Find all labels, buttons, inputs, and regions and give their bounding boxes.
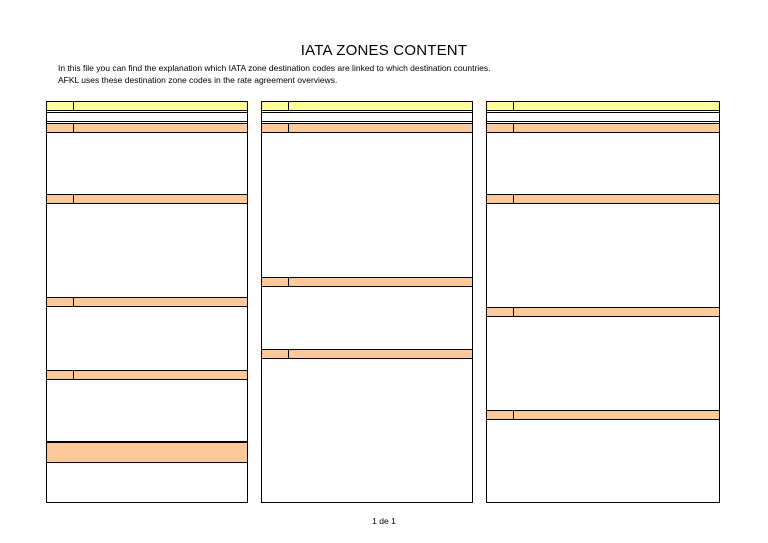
zone-header-row bbox=[261, 123, 473, 133]
zone-header-row bbox=[486, 123, 720, 133]
spacer-row bbox=[261, 112, 473, 122]
spacer-row bbox=[46, 112, 248, 122]
zone-column-3 bbox=[486, 101, 720, 503]
zone-header-row bbox=[486, 194, 720, 204]
zone-header-row bbox=[46, 194, 248, 204]
column-header-row bbox=[261, 101, 473, 111]
description-line-2: AFKL uses these destination zone codes in the rate agreement overviews. bbox=[58, 75, 338, 85]
zone-header-row bbox=[486, 307, 720, 317]
page-number: 1 de 1 bbox=[372, 516, 396, 526]
page-title: IATA ZONES CONTENT bbox=[300, 42, 468, 59]
zone-column-2 bbox=[261, 101, 473, 503]
zone-header-row bbox=[261, 349, 473, 359]
zone-header-row bbox=[486, 410, 720, 420]
zone-header-row bbox=[261, 277, 473, 287]
zone-column-1 bbox=[46, 101, 248, 503]
column-header-row bbox=[486, 101, 720, 111]
spacer-row bbox=[486, 112, 720, 122]
zone-header-row bbox=[46, 297, 248, 307]
zone-header-row-wide bbox=[46, 441, 248, 463]
zone-header-row bbox=[46, 123, 248, 133]
column-header-row bbox=[46, 101, 248, 111]
zone-header-row bbox=[46, 370, 248, 380]
description-line-1: In this file you can find the explanation which IATA zone destination codes are linked to which destination countries. bbox=[58, 63, 491, 73]
